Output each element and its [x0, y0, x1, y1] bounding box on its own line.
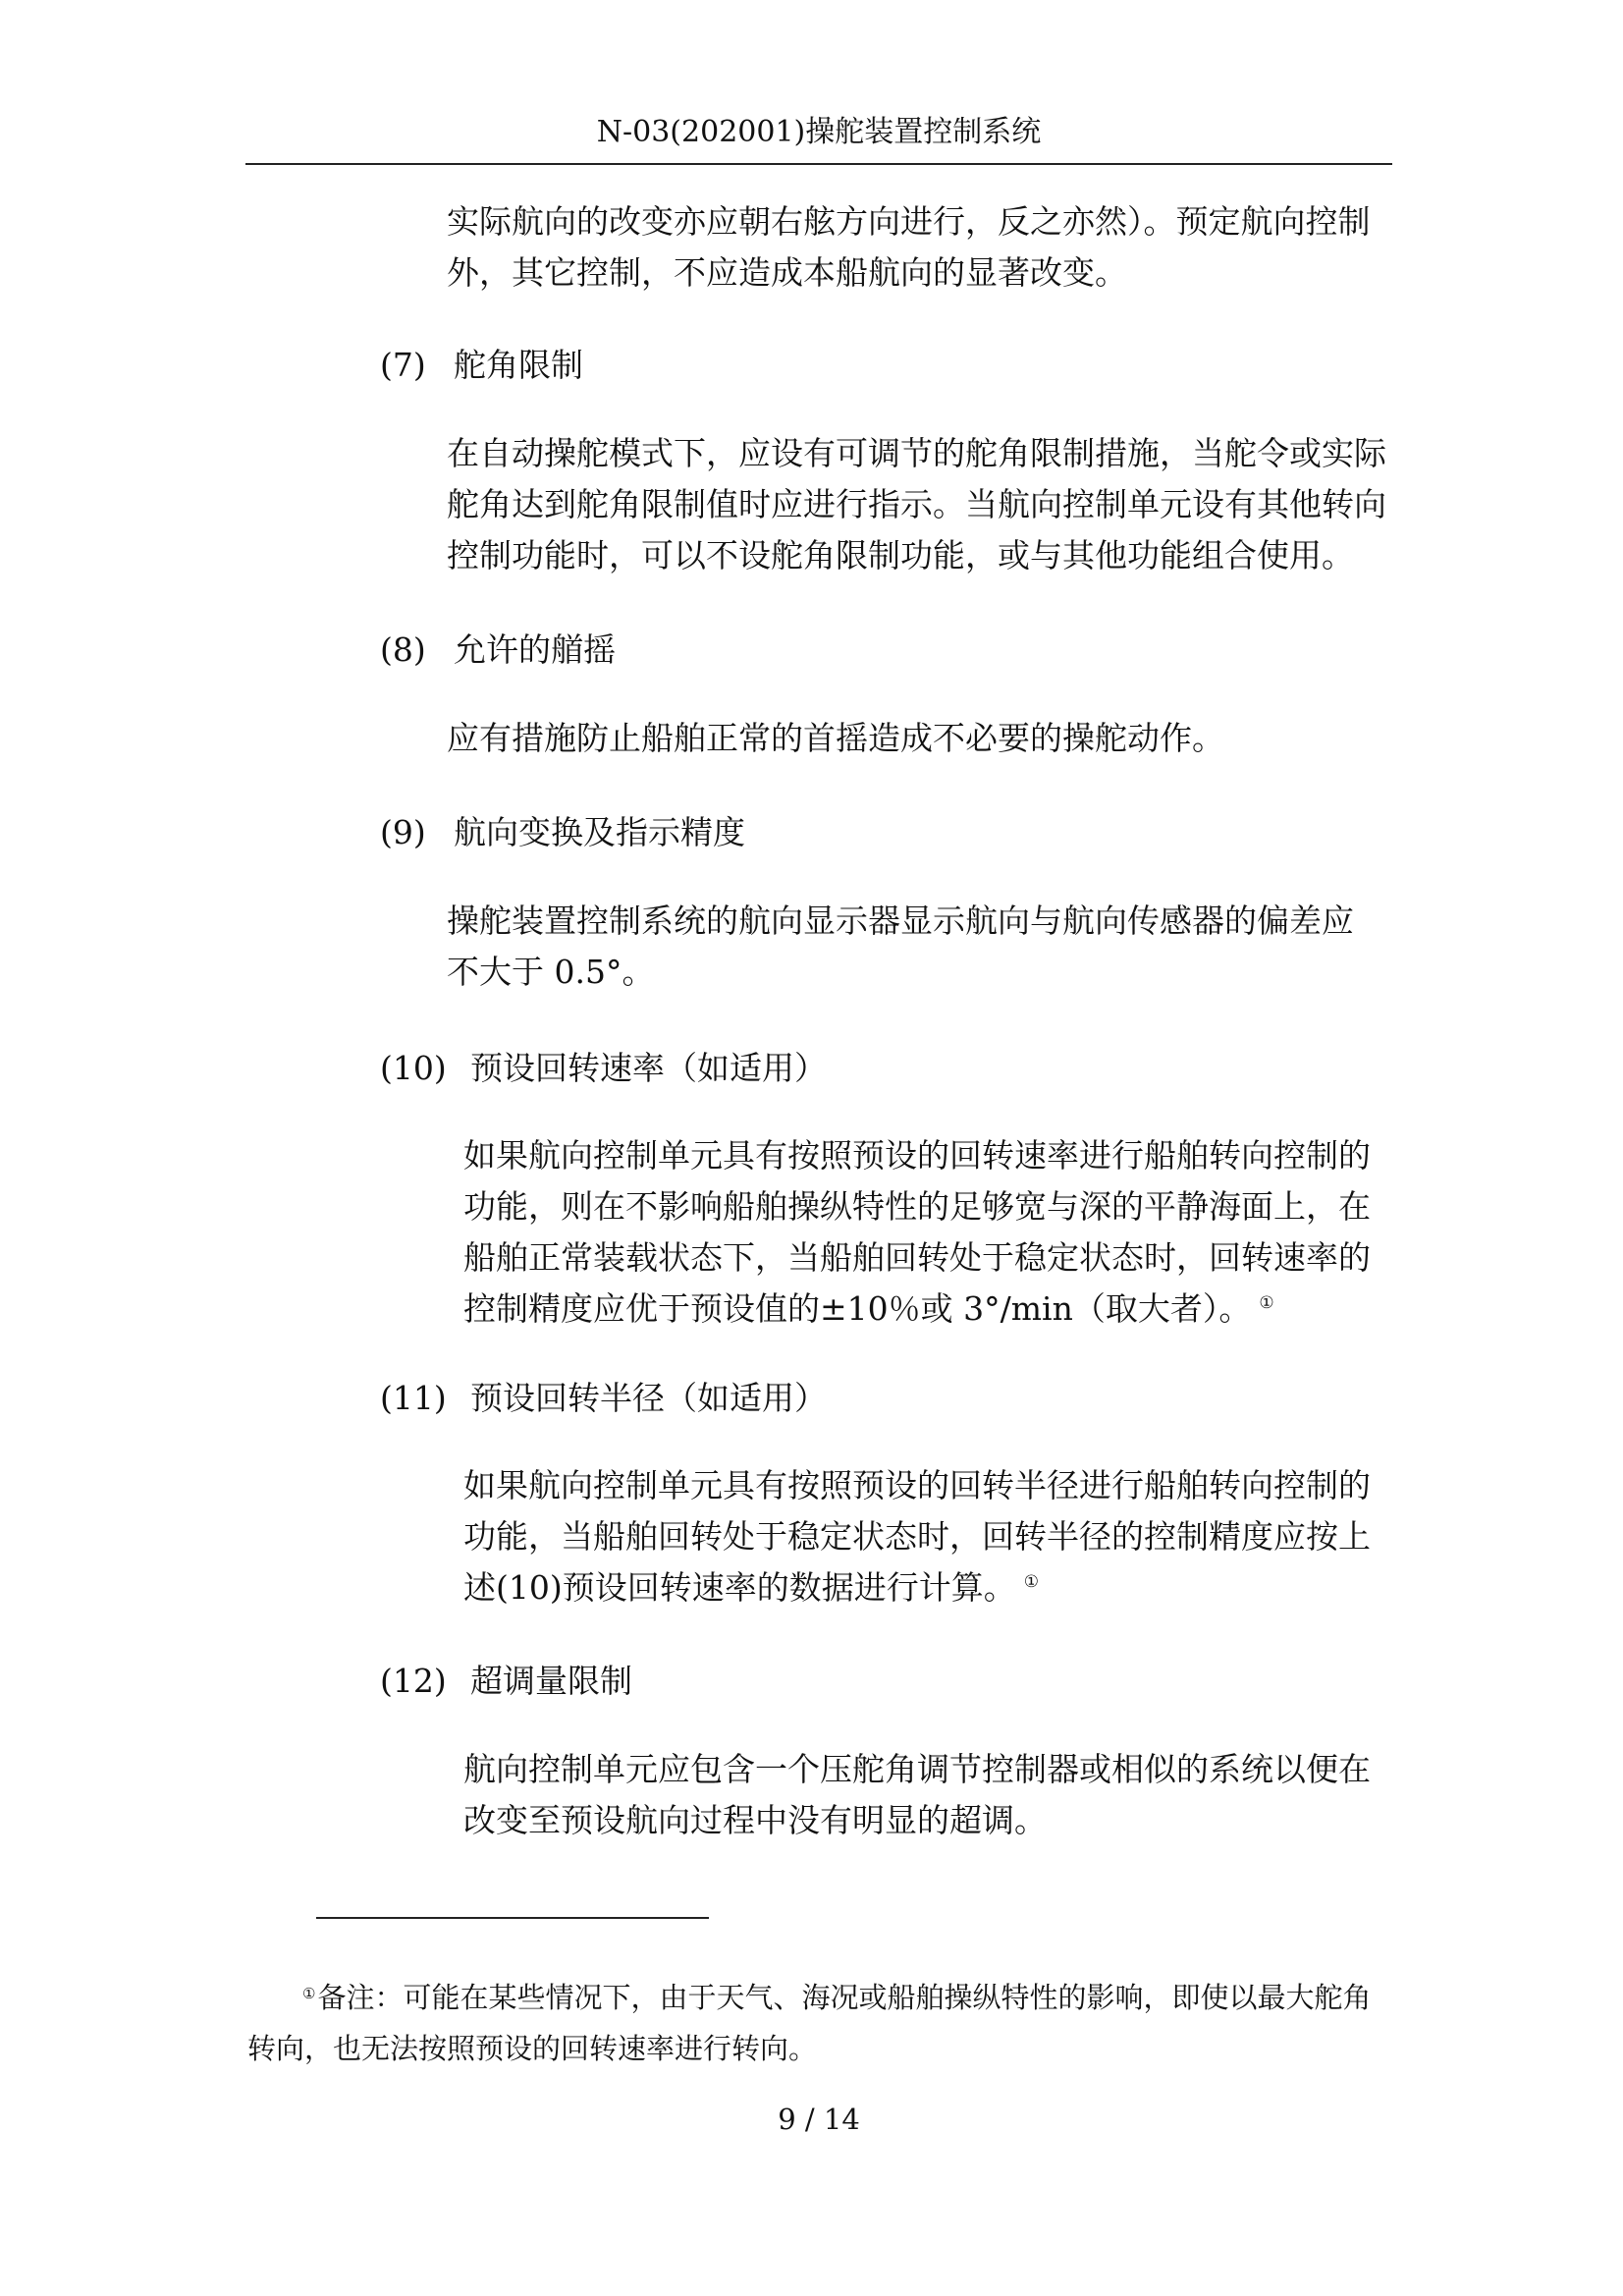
section-body-7	[447, 428, 1386, 581]
section-number: (11)	[380, 1379, 447, 1417]
paragraph-line: 应有措施防止船舶正常的首摇造成不必要的操舵动作。	[447, 719, 1224, 757]
paragraph-line: 舵角达到舵角限制值时应进行指示。当航向控制单元设有其他转向	[447, 485, 1386, 523]
section-number: (12)	[380, 1662, 447, 1700]
footnote-reference[interactable]: ①	[1259, 1293, 1274, 1313]
section-heading-9	[380, 811, 745, 854]
section-heading-11	[380, 1377, 827, 1420]
section-heading-7	[380, 344, 583, 387]
footnote-text: 备注：可能在某些情况下，由于天气、海况或船舶操纵特性的影响，即使以最大舵角	[317, 1981, 1372, 2014]
paragraph-line: 实际航向的改变亦应朝右舷方向进行，反之亦然）。预定航向控制	[447, 202, 1371, 241]
paragraph-line	[463, 1562, 1371, 1613]
section-title: 预设回转速率（如适用）	[470, 1049, 827, 1087]
page-header-title: N-03(202001)操舵装置控制系统	[596, 115, 1042, 149]
paragraph-line: 控制功能时，可以不设舵角限制功能，或与其他功能组合使用。	[447, 536, 1354, 574]
footnote-mark: ①	[302, 1985, 316, 2002]
section-body-12	[463, 1744, 1371, 1846]
section-title: 允许的艏摇	[454, 630, 616, 669]
paragraph-line: 不大于 0.5°。	[447, 953, 655, 991]
paragraph-line: 在自动操舵模式下，应设有可调节的舵角限制措施，当舵令或实际	[447, 434, 1386, 472]
footnote-separator	[316, 1917, 709, 1919]
section-heading-8	[380, 629, 616, 672]
header-divider	[245, 163, 1392, 165]
section-body-10	[463, 1130, 1371, 1335]
paragraph-line: 如果航向控制单元具有按照预设的回转速率进行船舶转向控制的	[463, 1136, 1371, 1175]
footnote-reference[interactable]: ①	[1023, 1572, 1039, 1592]
footnote-line	[247, 1972, 1394, 2023]
paragraph-line: 改变至预设航向过程中没有明显的超调。	[463, 1801, 1047, 1839]
section-title: 舵角限制	[454, 346, 583, 384]
section-title: 预设回转半径（如适用）	[470, 1379, 827, 1417]
section-number: (9)	[380, 813, 426, 851]
section-body-8	[447, 713, 1224, 764]
paragraph-line: 船舶正常装载状态下，当船舶回转处于稳定状态时，回转速率的	[463, 1238, 1371, 1277]
paragraph-line-text: 控制精度应优于预设值的±10％或 3°/min（取大者）。	[463, 1289, 1252, 1328]
paragraph-line: 航向控制单元应包含一个压舵角调节控制器或相似的系统以便在	[463, 1750, 1371, 1788]
paragraph-line	[463, 1284, 1371, 1335]
section-heading-12	[380, 1660, 632, 1703]
paragraph-line: 功能，当船舶回转处于稳定状态时，回转半径的控制精度应按上	[463, 1517, 1371, 1556]
footnote-line: 转向，也无法按照预设的回转速率进行转向。	[247, 2032, 818, 2065]
section-number: (10)	[380, 1049, 447, 1087]
continuation-paragraph	[447, 196, 1371, 299]
footnote	[247, 1972, 1394, 2074]
paragraph-line: 外，其它控制，不应造成本船航向的显著改变。	[447, 253, 1127, 292]
section-title: 航向变换及指示精度	[454, 813, 745, 851]
section-number: (7)	[380, 346, 426, 384]
section-title: 超调量限制	[470, 1662, 632, 1700]
section-number: (8)	[380, 630, 426, 669]
paragraph-line: 如果航向控制单元具有按照预设的回转半径进行船舶转向控制的	[463, 1466, 1371, 1504]
paragraph-line: 操舵装置控制系统的航向显示器显示航向与航向传感器的偏差应	[447, 902, 1354, 940]
page-number: 9 / 14	[778, 2103, 860, 2136]
section-body-9	[447, 896, 1354, 998]
paragraph-line: 功能，则在不影响船舶操纵特性的足够宽与深的平静海面上，在	[463, 1187, 1371, 1226]
section-heading-10	[380, 1047, 827, 1090]
paragraph-line-text: 述(10)预设回转速率的数据进行计算。	[463, 1568, 1016, 1607]
section-body-11	[463, 1460, 1371, 1613]
